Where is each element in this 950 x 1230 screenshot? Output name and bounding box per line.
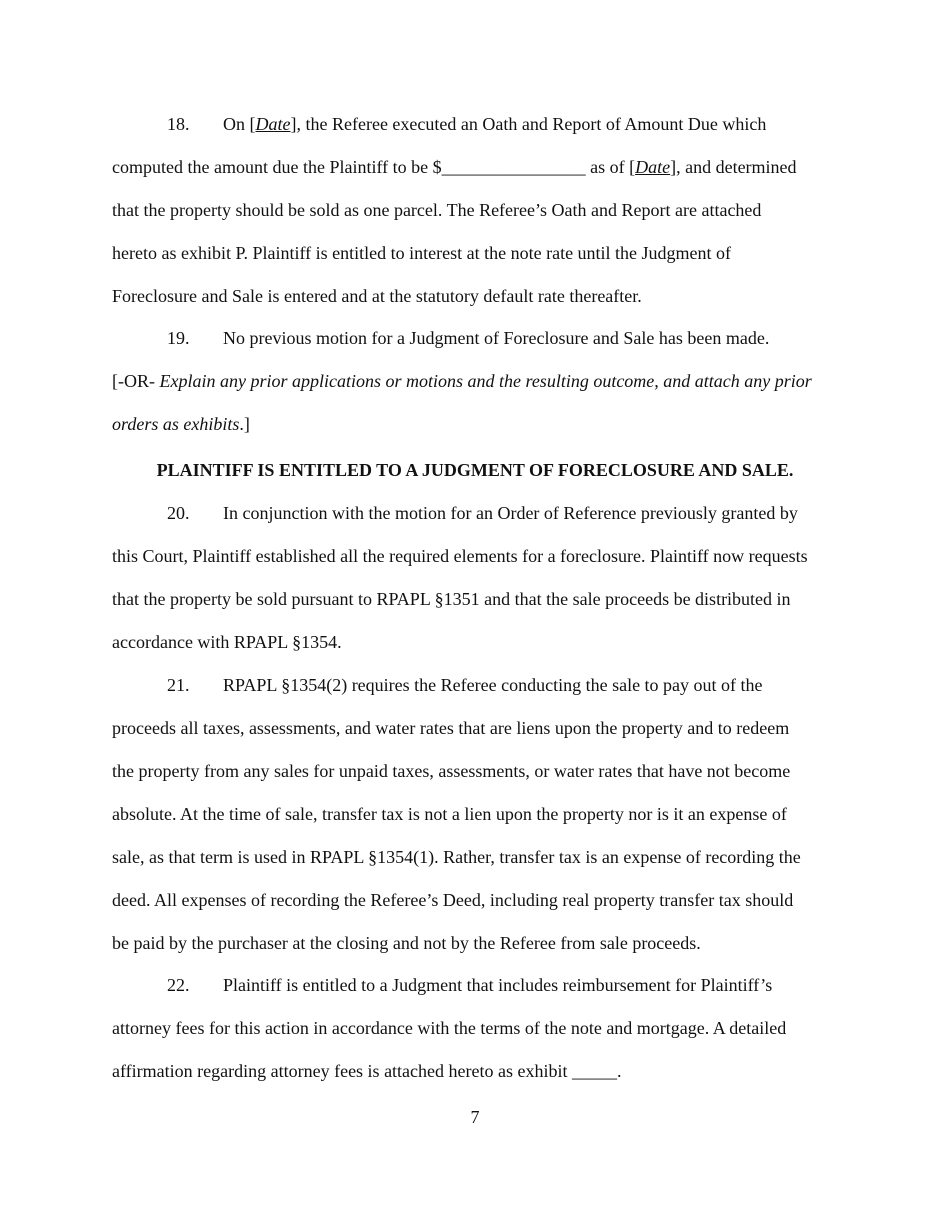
paragraph-18-line-1: On [Date], the Referee executed an Oath and Report of Amount Due which [223, 114, 767, 134]
paragraph-20-line-4: accordance with RPAPL §1354. [112, 632, 342, 652]
paragraph-number-21: 21. [167, 675, 190, 695]
date-placeholder: Date [255, 114, 291, 134]
date-placeholder: Date [635, 157, 671, 177]
paragraph-18-line-2: computed the amount due the Plaintiff to be $________________ as of [Date], and determined [112, 157, 797, 177]
paragraph-number-20: 20. [167, 503, 190, 523]
paragraph-19-line-2: [-OR- Explain any prior applications or motions and the resulting outcome, and attach any prior [112, 371, 812, 391]
paragraph-18-line-3: that the property should be sold as one parcel. The Referee’s Oath and Report are attached [112, 200, 762, 220]
paragraph-19-line-1: No previous motion for a Judgment of Foreclosure and Sale has been made. [223, 328, 770, 348]
paragraph-21-line-4: absolute. At the time of sale, transfer tax is not a lien upon the property nor is it an expense of [112, 804, 787, 824]
paragraph-22-line-2: attorney fees for this action in accordance with the terms of the note and mortgage. A detailed [112, 1018, 787, 1038]
paragraph-number-19: 19. [167, 328, 190, 348]
paragraph-number-18: 18. [167, 114, 190, 134]
paragraph-21-line-6: deed. All expenses of recording the Referee’s Deed, including real property transfer tax should [112, 890, 794, 910]
paragraph-20-line-3: that the property be sold pursuant to RPAPL §1351 and that the sale proceeds be distributed in [112, 589, 791, 609]
paragraph-18-line-4: hereto as exhibit P. Plaintiff is entitled to interest at the note rate until the Judgment of [112, 243, 732, 263]
page-number: 7 [470, 1107, 480, 1127]
paragraph-21-line-1: RPAPL §1354(2) requires the Referee conducting the sale to pay out of the [223, 675, 763, 695]
paragraph-21-line-2: proceeds all taxes, assessments, and water rates that are liens upon the property and to redeem [112, 718, 790, 738]
paragraph-18-line-5: Foreclosure and Sale is entered and at the statutory default rate thereafter. [112, 286, 642, 306]
paragraph-20-line-1: In conjunction with the motion for an Order of Reference previously granted by [223, 503, 798, 523]
paragraph-22-line-1: Plaintiff is entitled to a Judgment that includes reimbursement for Plaintiff’s [223, 975, 773, 995]
paragraph-19-line-3: orders as exhibits.] [112, 414, 250, 434]
paragraph-22-line-3: affirmation regarding attorney fees is attached hereto as exhibit _____. [112, 1061, 622, 1081]
paragraph-21-line-7: be paid by the purchaser at the closing and not by the Referee from sale proceeds. [112, 933, 701, 953]
paragraph-20-line-2: this Court, Plaintiff established all the required elements for a foreclosure. Plaintiff now requests [112, 546, 808, 566]
paragraph-21-line-5: sale, as that term is used in RPAPL §1354(1). Rather, transfer tax is an expense of recording the [112, 847, 801, 867]
paragraph-21-line-3: the property from any sales for unpaid taxes, assessments, or water rates that have not become [112, 761, 791, 781]
paragraph-number-22: 22. [167, 975, 190, 995]
section-heading: PLAINTIFF IS ENTITLED TO A JUDGMENT OF FORECLOSURE AND SALE. [156, 460, 794, 480]
